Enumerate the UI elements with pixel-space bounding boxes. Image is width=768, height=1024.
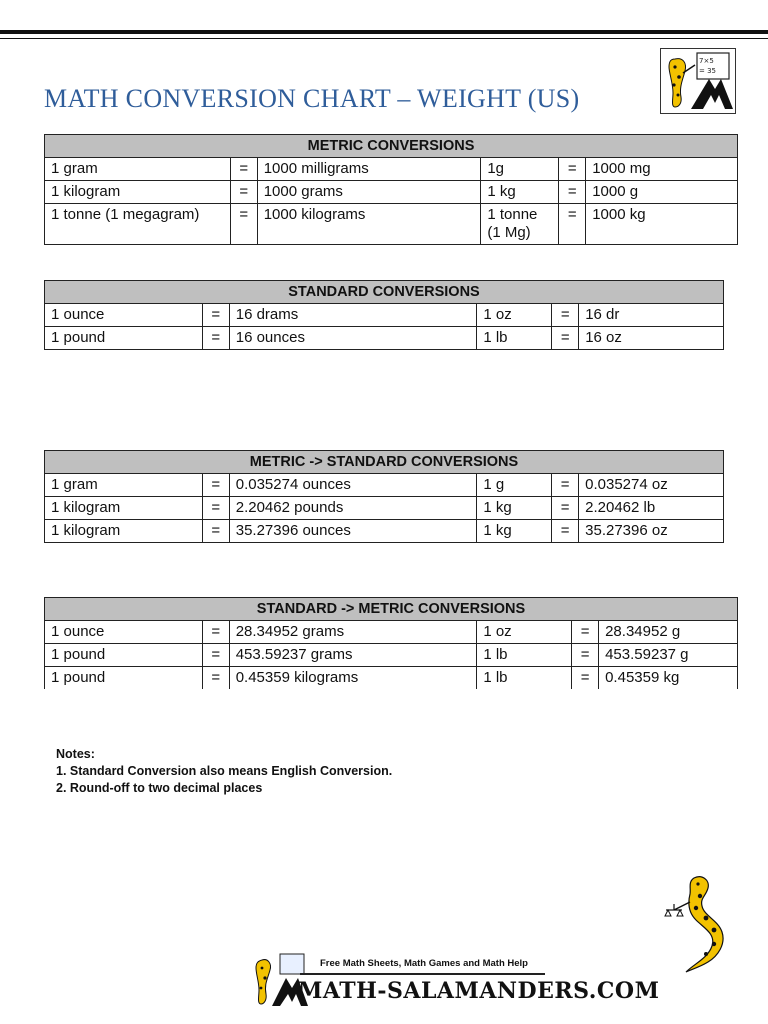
- table-cell: 1 lb: [477, 644, 572, 667]
- table-cell: 1 pound: [45, 644, 203, 667]
- svg-text:7×5: 7×5: [699, 57, 714, 65]
- metric-conversions-table: [44, 134, 738, 245]
- table-cell: 1 tonne (1 megagram): [45, 204, 231, 245]
- note-item: 1. Standard Conversion also means English Conversion.: [56, 764, 393, 778]
- table-header: METRIC CONVERSIONS: [45, 135, 738, 158]
- table-cell: 1 gram: [45, 158, 231, 181]
- table-cell: 16 dr: [579, 304, 724, 327]
- table-cell: 1 lb: [477, 327, 552, 350]
- notes-heading: Notes:: [56, 747, 95, 761]
- table-cell: 1000 milligrams: [257, 158, 481, 181]
- table-cell: 35.27396 oz: [579, 520, 724, 543]
- table-cell: 16 oz: [579, 327, 724, 350]
- salamander-teacher-icon: [661, 49, 735, 113]
- table-cell: 28.34952 grams: [229, 621, 477, 644]
- equals-cell: =: [230, 181, 257, 204]
- equals-cell: =: [230, 204, 257, 245]
- table-cell: 16 ounces: [229, 327, 477, 350]
- table-cell: 1 kg: [477, 497, 552, 520]
- table-header: STANDARD -> METRIC CONVERSIONS: [45, 598, 738, 621]
- equals-cell: =: [202, 304, 229, 327]
- table-row: [45, 520, 724, 543]
- table-cell: 1 gram: [45, 474, 203, 497]
- table-cell: 1 kilogram: [45, 520, 203, 543]
- table-row: [45, 181, 738, 204]
- equals-cell: =: [230, 158, 257, 181]
- page-title: MATH CONVERSION CHART – WEIGHT (US): [44, 84, 580, 113]
- equals-cell: =: [559, 158, 586, 181]
- table-row: [45, 327, 724, 350]
- table-cell: 2.20462 lb: [579, 497, 724, 520]
- table-cell: 35.27396 ounces: [229, 520, 477, 543]
- equals-cell: =: [572, 667, 599, 690]
- equals-cell: =: [202, 327, 229, 350]
- table-cell: 0.45359 kilograms: [229, 667, 477, 690]
- equals-cell: =: [552, 497, 579, 520]
- table-header: STANDARD CONVERSIONS: [45, 281, 724, 304]
- table-cell: 28.34952 g: [599, 621, 738, 644]
- table-cell: 1000 mg: [586, 158, 738, 181]
- footer-brand: MATH-SALAMANDERS.COM: [298, 978, 660, 1004]
- table-row: [45, 158, 738, 181]
- table-cell: 1 lb: [477, 667, 572, 690]
- equals-cell: =: [552, 327, 579, 350]
- table-cell: 2.20462 pounds: [229, 497, 477, 520]
- table-row: [45, 621, 738, 644]
- table-header: METRIC -> STANDARD CONVERSIONS: [45, 451, 724, 474]
- table-cell: 1 pound: [45, 327, 203, 350]
- footer-tagline: Free Math Sheets, Math Games and Math Help: [320, 958, 528, 969]
- table-cell: 1 ounce: [45, 304, 203, 327]
- table-cell: 1 g: [477, 474, 552, 497]
- equals-cell: =: [202, 520, 229, 543]
- table-cell: 1 kg: [481, 181, 559, 204]
- table-cell: 1 oz: [477, 621, 572, 644]
- equals-cell: =: [559, 204, 586, 245]
- equals-cell: =: [202, 621, 229, 644]
- table-cell: 1 kg: [477, 520, 552, 543]
- table-cell: 453.59237 grams: [229, 644, 477, 667]
- equals-cell: =: [202, 667, 229, 690]
- equals-cell: =: [552, 520, 579, 543]
- top-rule-thin: [0, 38, 768, 39]
- table-row: [45, 497, 724, 520]
- svg-text:= 35: = 35: [699, 67, 716, 75]
- equals-cell: =: [202, 474, 229, 497]
- table-cell: 1 oz: [477, 304, 552, 327]
- table-row: [45, 304, 724, 327]
- table-cell: 16 drams: [229, 304, 477, 327]
- metric-to-standard-table: [44, 450, 724, 543]
- table-row: [45, 667, 738, 690]
- table-row: [45, 474, 724, 497]
- equals-cell: =: [572, 644, 599, 667]
- standard-to-metric-table: [44, 597, 738, 689]
- table-row: [45, 204, 738, 245]
- equals-cell: =: [559, 181, 586, 204]
- table-cell: 1 ounce: [45, 621, 203, 644]
- equals-cell: =: [552, 474, 579, 497]
- table-cell: 1 kilogram: [45, 181, 231, 204]
- table-cell: 1 pound: [45, 667, 203, 690]
- top-rule-thick: [0, 30, 768, 34]
- table-cell: 0.035274 ounces: [229, 474, 477, 497]
- table-row: [45, 644, 738, 667]
- salamander-teacher-logo: [660, 48, 736, 114]
- note-item: 2. Round-off to two decimal places: [56, 781, 263, 795]
- equals-cell: =: [572, 621, 599, 644]
- equals-cell: =: [202, 497, 229, 520]
- standard-conversions-table: [44, 280, 724, 350]
- equals-cell: =: [552, 304, 579, 327]
- table-cell: 1000 grams: [257, 181, 481, 204]
- table-cell: 0.035274 oz: [579, 474, 724, 497]
- footer-divider: [300, 973, 545, 975]
- equals-cell: =: [202, 644, 229, 667]
- table-cell: 1000 g: [586, 181, 738, 204]
- table-cell: 1000 kg: [586, 204, 738, 245]
- table-cell: 1000 kilograms: [257, 204, 481, 245]
- table-cell: 1 tonne (1 Mg): [481, 204, 559, 245]
- table-cell: 453.59237 g: [599, 644, 738, 667]
- table-cell: 0.45359 kg: [599, 667, 738, 690]
- table-cell: 1 kilogram: [45, 497, 203, 520]
- salamander-scales-icon: [660, 872, 740, 976]
- table-cell: 1g: [481, 158, 559, 181]
- notes-block: [56, 746, 392, 797]
